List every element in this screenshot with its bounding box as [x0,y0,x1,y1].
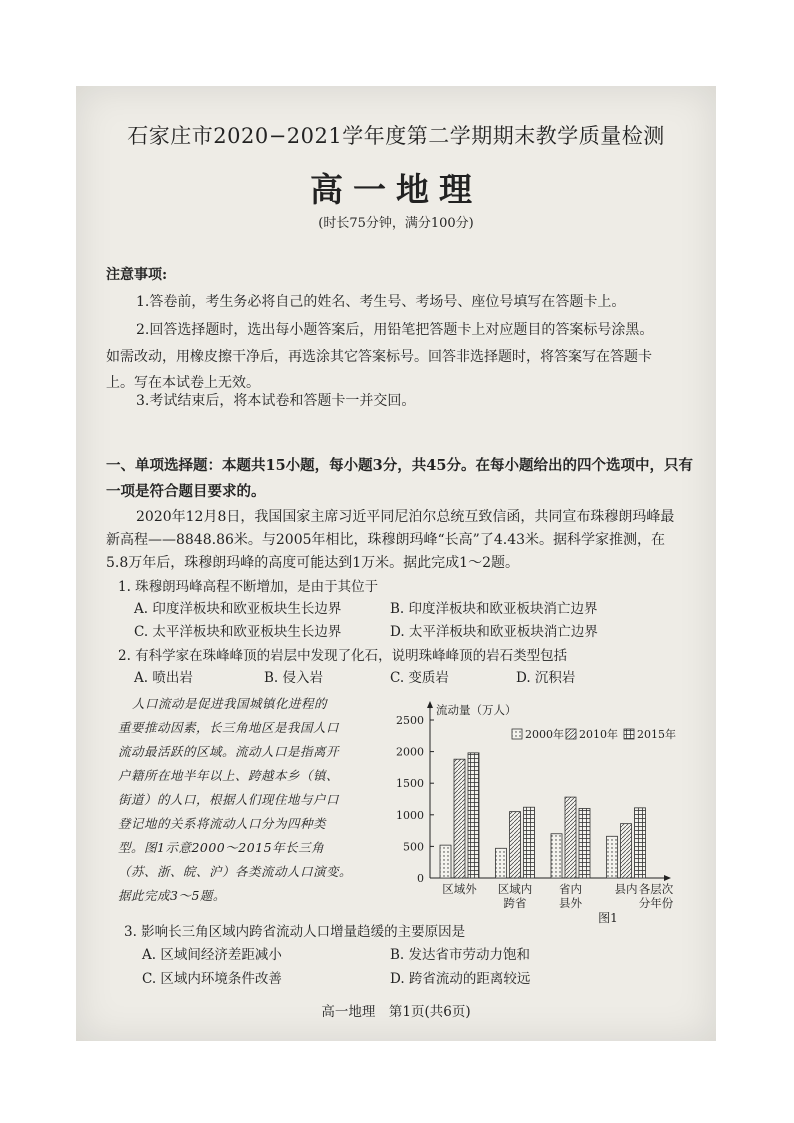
question-1-option-b[interactable]: B. 印度洋板块和欧亚板块消亡边界 [390,601,598,617]
notice-line-2: 2.回答选择题时，选出每小题答案后，用铅笔把答题卡上对应题目的答案标号涂黑。 [136,322,654,338]
y-tick-label: 0 [417,872,424,885]
bar [607,836,618,878]
bar [468,753,479,878]
x-axis-arrow [664,875,671,881]
figure-caption: 图1 [598,911,618,925]
question-3-option-a[interactable]: A. 区域间经济差距减小 [142,947,282,963]
y-tick-label: 2000 [396,745,424,759]
x-category-label: 跨省 [503,896,527,910]
exam-sheet [76,86,716,1041]
exam-duration: (时长75分钟，满分100分) [318,216,474,231]
passage2-line-7: 型。图1示意2000～2015年长三角 [118,840,325,855]
y-tick-label: 1000 [396,808,424,822]
exam-title: 石家庄市2020−2021学年度第二学期期末教学质量检测 [127,124,665,148]
y-axis-label: 流动量（万人） [436,703,517,717]
question-1-stem: 1. 珠穆朗玛峰高程不断增加，是由于其位于 [118,579,379,595]
legend-label: 2015年 [637,728,676,741]
bar [496,848,507,878]
question-2-stem: 2. 有科学家在珠峰峰顶的岩层中发现了化石，说明珠峰峰顶的岩石类型包括 [118,648,568,664]
bar [579,808,590,878]
x-category-label: 区域内 [497,882,533,896]
notice-heading: 注意事项: [106,267,168,283]
notice-line-1: 1.答卷前，考生务必将自己的姓名、考生号、考场号、座位号填写在答题卡上。 [136,294,626,310]
bar [524,807,535,878]
passage2-line-9: 据此完成3～5题。 [118,888,226,903]
notice-line-4: 上。写在本试卷上无效。 [106,375,260,391]
y-tick-label: 1500 [396,777,424,791]
passage2-line-2: 重要推动因素，长三角地区是我国人口 [118,720,340,735]
question-3-stem: 3. 影响长三角区域内跨省流动人口增量趋缓的主要原因是 [124,924,466,940]
x-category-label: 县内 [614,882,638,896]
notice-line-3: 如需改动，用橡皮擦干净后，再选涂其它答案标号。回答非选择题时，将答案写在答题卡 [106,349,652,365]
y-tick-label: 500 [403,840,424,854]
y-tick-label: 2500 [396,714,424,727]
notice-line-5: 3.考试结束后，将本试卷和答题卡一并交回。 [136,393,416,409]
x-category-label: 县外 [559,896,582,910]
legend-swatch [624,729,634,739]
bar [635,808,646,878]
passage1-line-3: 5.8万年后，珠穆朗玛峰的高度可能达到1万米。据此完成1～2题。 [106,555,519,571]
section-heading-line-1: 一、单项选择题：本题共15小题，每小题3分，共45分。在每小题给出的四个选项中，只有 [106,457,693,474]
y-axis-arrow [427,701,433,708]
x-category-label: 区域外 [442,882,477,896]
legend-swatch [512,729,522,739]
bar [551,834,562,878]
passage1-line-1: 2020年12月8日，我国国家主席习近平同尼泊尔总统互致信函，共同宣布珠穆朗玛峰最 [136,509,675,525]
passage2-line-1: 人口流动是促进我国城镇化进程的 [132,696,328,711]
x-axis-label: 分年份 [638,896,674,910]
question-1-option-a[interactable]: A. 印度洋板块和欧亚板块生长边界 [134,601,342,617]
question-2-option-d[interactable]: D. 沉积岩 [516,670,576,686]
passage2-line-6: 登记地的关系将流动人口分为四种类 [118,816,327,831]
question-3-option-d[interactable]: D. 跨省流动的距离较远 [390,971,531,987]
x-axis-label: 各层次 [638,882,674,896]
question-3-option-c[interactable]: C. 区域内环境条件改善 [142,971,282,987]
question-2-option-b[interactable]: B. 侵入岩 [264,670,324,686]
passage2-line-4: 户籍所在地半年以上、跨越本乡（镇、 [118,768,340,783]
section-heading-line-2: 一项是符合题目要求的。 [106,483,266,500]
passage1-line-2: 新高程——8848.86米。与2005年相比，珠穆朗玛峰“长高”了4.43米。据科学家推测，在 [106,532,666,548]
question-1-option-c[interactable]: C. 太平洋板块和欧亚板块生长边界 [134,624,342,640]
legend-label: 2010年 [579,728,618,741]
bar [440,845,451,878]
question-2-option-a[interactable]: A. 喷出岩 [134,670,193,686]
passage2-line-3: 流动最活跃的区域。流动人口是指离开 [118,744,340,759]
question-2-option-c[interactable]: C. 变质岩 [390,670,449,686]
subject-title: 高一地理 [310,170,482,209]
bar [565,797,576,878]
passage2-line-8: （苏、浙、皖、沪）各类流动人口演变。 [118,864,353,879]
bar [454,759,465,878]
legend-swatch [566,729,576,739]
population-flow-chart [382,686,700,926]
passage2-line-5: 街道）的人口，根据人们现住地与户口 [118,792,340,807]
page-footer: 高一地理 第1页(共6页) [321,1004,471,1020]
question-1-option-d[interactable]: D. 太平洋板块和欧亚板块消亡边界 [390,624,598,640]
x-category-label: 省内 [559,882,582,896]
question-3-option-b[interactable]: B. 发达省市劳动力饱和 [390,947,531,963]
legend-label: 2000年 [525,728,564,741]
bar [510,812,521,878]
bar [621,824,632,878]
